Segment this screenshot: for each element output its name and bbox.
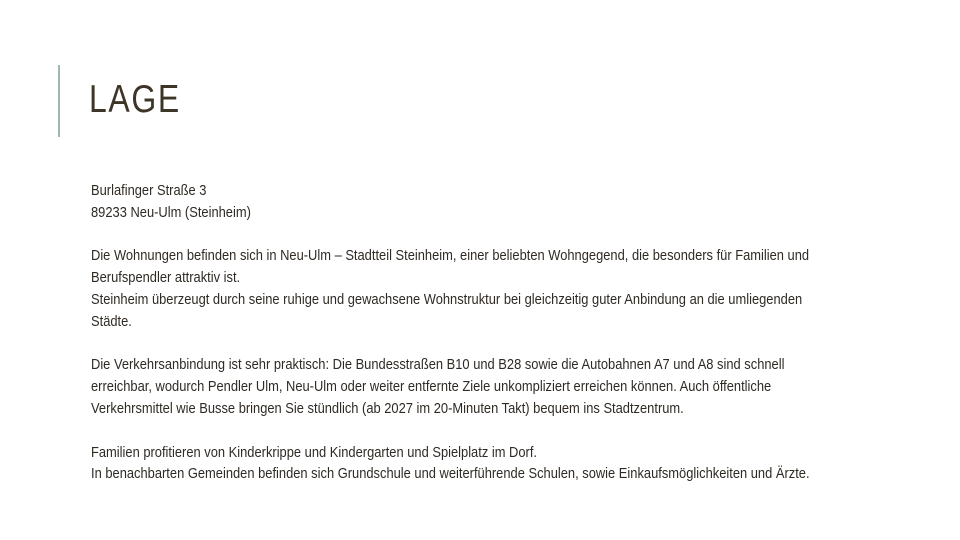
slide-body (91, 180, 848, 507)
address-city: 89233 Neu-Ulm (Steinheim) (91, 203, 251, 221)
address-street: Burlafinger Straße 3 (91, 182, 207, 199)
text-line: Städte. (91, 312, 132, 330)
location-paragraph (91, 245, 848, 332)
text-line: Familien profitieren von Kinderkrippe und Kindergarten und Spielplatz im Dorf. (91, 443, 538, 461)
text-line: Die Verkehrsanbindung ist sehr praktisch: Die Bundesstraßen B10 und B28 sowie die Autobahnen A7 und A8 sind schnell (91, 356, 785, 374)
text-line: Verkehrsmittel wie Busse bringen Sie stündlich (ab 2027 im 20-Minuten Takt) bequem ins Stadtzentrum. (91, 399, 684, 417)
text-line: Berufspendler attraktiv ist. (91, 269, 241, 287)
address-block (91, 180, 848, 224)
text-line: In benachbarten Gemeinden befinden sich Grundschule und weiterführende Schulen, sowie Einkaufsmöglichkeiten und Ärzte. (91, 465, 810, 483)
transport-paragraph (91, 354, 848, 419)
title-accent-bar (58, 65, 60, 137)
text-line: Die Wohnungen befinden sich in Neu-Ulm – Stadtteil Steinheim, einer beliebten Wohngegend, die besonders für Familien und (91, 247, 810, 265)
family-paragraph (91, 442, 848, 486)
text-line: Steinheim überzeugt durch seine ruhige und gewachsene Wohnstruktur bei gleichzeitig guter Anbindung an die umliegenden (91, 290, 803, 308)
slide-title: LAGE (89, 78, 181, 121)
text-line: erreichbar, wodurch Pendler Ulm, Neu-Ulm oder weiter entfernte Ziele unkompliziert erreichen können. Auch öffentliche (91, 378, 772, 396)
